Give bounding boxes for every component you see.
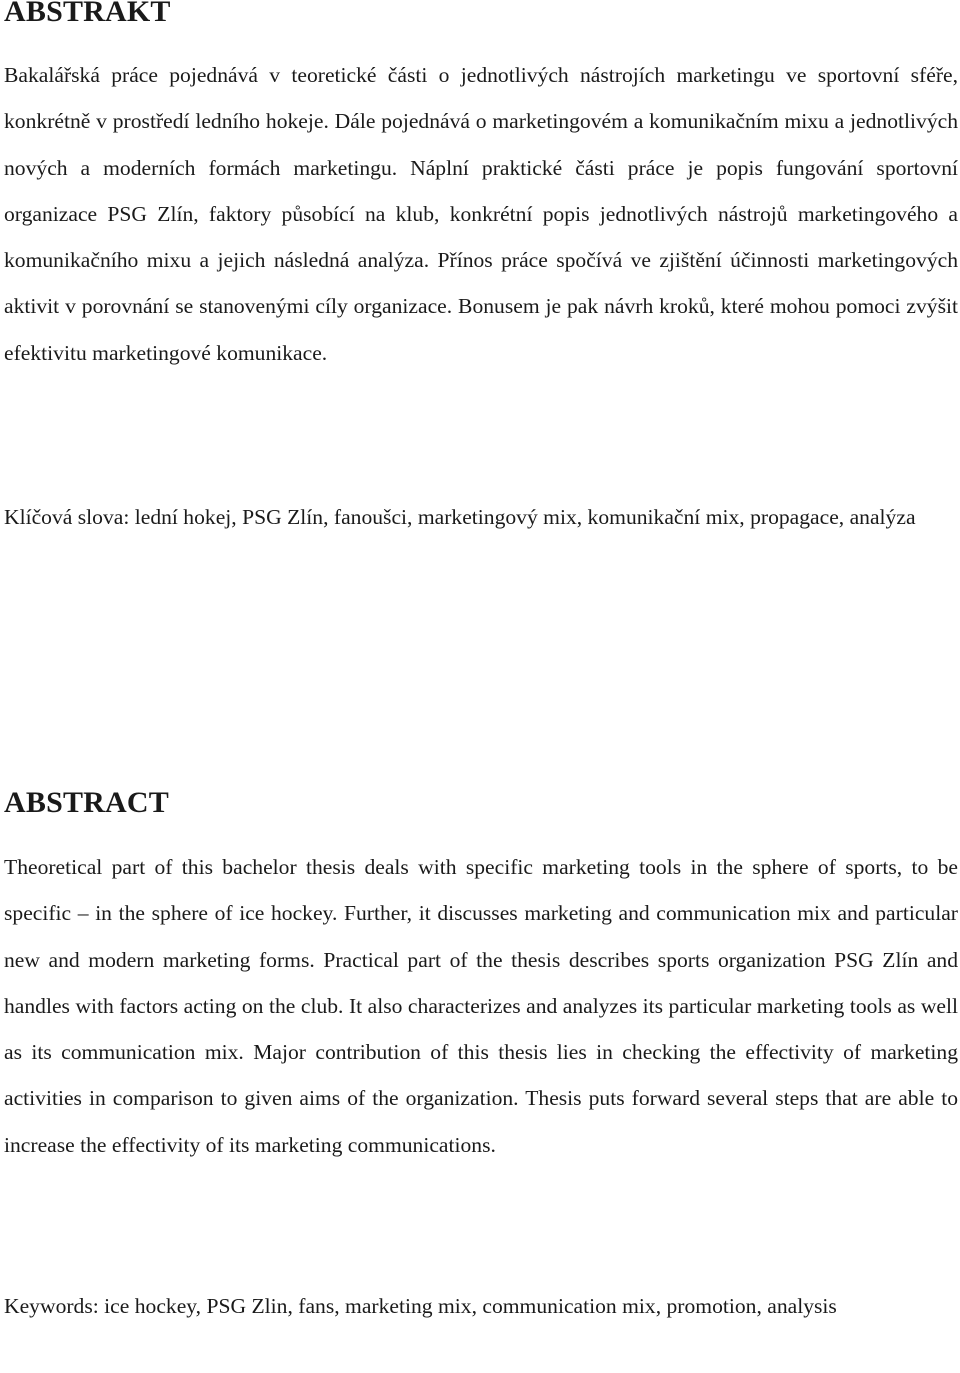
- czech-keywords: Klíčová slova: lední hokej, PSG Zlín, fanoušci, marketingový mix, komunikační mix, propagace, analýza: [4, 505, 916, 529]
- czech-abstract-heading: ABSTRAKT: [4, 0, 171, 28]
- czech-abstract-text: Bakalářská práce pojednává v teoretické části o jednotlivých nástrojích marketingu ve sportovní sféře, konkrétně v prostředí ledního hokeje. Dále pojednává o marketingovém a komunikačním mixu a jednotlivých nových a moderních formách marketingu. Náplní praktické části práce je popis fungování sportovní organizace PSG Zlín, faktory působící na klub, konkrétní popis jednotlivých nástrojů marketingového a komunikačního mixu a jejich následná analýza. Přínos práce spočívá ve zjištění účinnosti marketingových aktivit v porovnání se stanovenými cíly organizace. Bonusem je pak návrh kroků, které mohou pomoci zvýšit efektivitu marketingové komunikace.: [4, 63, 958, 365]
- english-abstract-text: Theoretical part of this bachelor thesis deals with specific marketing tools in the sphere of sports, to be specific – in the sphere of ice hockey. Further, it discusses marketing and communication mix and particular new and modern marketing forms. Practical part of the thesis describes sports organization PSG Zlín and handles with factors acting on the club. It also characterizes and analyzes its particular marketing tools as well as its communication mix. Major contribution of this thesis lies in checking the effectivity of marketing activities in comparison to given aims of the organization. Thesis puts forward several steps that are able to increase the effectivity of its marketing communications.: [4, 855, 958, 1157]
- english-keywords: Keywords: ice hockey, PSG Zlin, fans, marketing mix, communication mix, promotion, analysis: [4, 1294, 837, 1318]
- english-abstract-heading: ABSTRACT: [4, 786, 169, 819]
